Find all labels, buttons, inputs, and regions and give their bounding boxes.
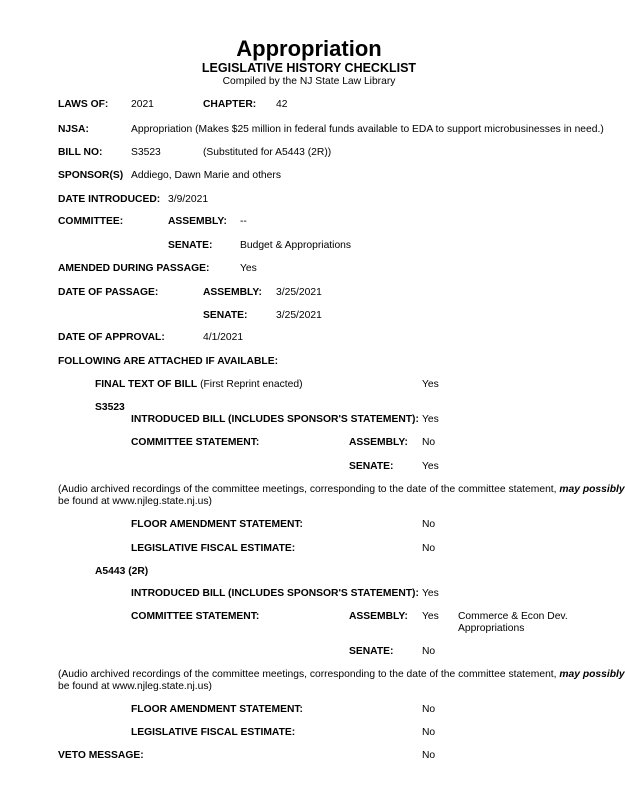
amended-label: AMENDED DURING PASSAGE: [58,263,210,274]
laws-of-value: 2021 [131,99,154,110]
a5443-fiscal-label: LEGISLATIVE FISCAL ESTIMATE: [131,727,296,738]
s3523-introduced-label: INTRODUCED BILL (INCLUDES SPONSOR'S STATEMENT): [131,414,419,425]
committee-assembly-label: ASSEMBLY: [168,216,227,227]
date-introduced-value: 3/9/2021 [168,194,209,205]
njsa-value: Appropriation (Makes $25 million in federal funds available to EDA to support microbusinesses in need.) [131,124,604,135]
s3523-assembly-value: No [422,437,436,448]
s3523-introduced-value: Yes [422,414,439,425]
committee-assembly-value: -- [240,216,247,227]
s3523-audio-note-line1 [58,484,625,496]
page-subtitle: LEGISLATIVE HISTORY CHECKLIST [201,61,417,75]
s3523-floor-label: FLOOR AMENDMENT STATEMENT: [131,519,303,530]
final-text-row [95,379,303,391]
laws-of-label: LAWS OF: [58,99,109,110]
a5443-floor-label: FLOOR AMENDMENT STATEMENT: [131,704,303,715]
a5443-assembly-committee-1: Commerce & Econ Dev. [458,611,568,622]
a5443-assembly-label: ASSEMBLY: [349,611,408,622]
a5443-introduced-label: INTRODUCED BILL (INCLUDES SPONSOR'S STATEMENT): [131,588,419,599]
page-title: Appropriation [236,36,382,61]
s3523-audio-note-line2: be found at www.njleg.state.nj.us) [58,496,212,507]
a5443-senate-value: No [422,646,436,657]
sponsors-value: Addiego, Dawn Marie and others [131,170,281,181]
s3523-senate-value: Yes [422,461,439,472]
s3523-audio-note-emphasis: may possibly [559,484,625,495]
a5443-assembly-value: Yes [422,611,439,622]
attached-heading: FOLLOWING ARE ATTACHED IF AVAILABLE: [58,356,279,367]
chapter-value: 42 [276,99,288,110]
bill-substituted-note: (Substituted for A5443 (2R)) [203,147,332,158]
a5443-committee-label: COMMITTEE STATEMENT: [131,611,260,622]
a5443-introduced-value: Yes [422,588,439,599]
final-text-value: Yes [422,379,439,390]
passage-senate-value: 3/25/2021 [276,310,322,321]
s3523-fiscal-label: LEGISLATIVE FISCAL ESTIMATE: [131,543,296,554]
final-text-note: (First Reprint enacted) [200,379,303,390]
s3523-committee-label: COMMITTEE STATEMENT: [131,437,260,448]
bill-no-label: BILL NO: [58,147,103,158]
compiled-by: Compiled by the NJ State Law Library [222,76,396,87]
final-text-label: FINAL TEXT OF BILL [95,379,198,390]
s3523-senate-label: SENATE: [349,461,394,472]
s3523-audio-note-text: (Audio archived recordings of the committee meetings, corresponding to the date of the committee statement, [58,484,560,495]
s3523-assembly-label: ASSEMBLY: [349,437,408,448]
a5443-senate-label: SENATE: [349,646,394,657]
sponsors-label: SPONSOR(S) [58,170,124,181]
passage-assembly-label: ASSEMBLY: [203,287,262,298]
veto-label: VETO MESSAGE: [58,750,144,761]
date-of-approval-label: DATE OF APPROVAL: [58,332,165,343]
s3523-heading: S3523 [95,402,125,413]
amended-value: Yes [240,263,257,274]
chapter-label: CHAPTER: [203,99,257,110]
njsa-label: NJSA: [58,124,89,135]
a5443-heading: A5443 (2R) [95,566,149,577]
committee-senate-value: Budget & Appropriations [240,240,352,251]
s3523-fiscal-value: No [422,543,436,554]
passage-assembly-value: 3/25/2021 [276,287,322,298]
date-of-passage-label: DATE OF PASSAGE: [58,287,159,298]
a5443-fiscal-value: No [422,727,436,738]
a5443-audio-note-line1 [58,669,625,681]
date-introduced-label: DATE INTRODUCED: [58,194,161,205]
passage-senate-label: SENATE: [203,310,248,321]
a5443-floor-value: No [422,704,436,715]
committee-senate-label: SENATE: [168,240,213,251]
committee-label: COMMITTEE: [58,216,124,227]
a5443-audio-note-text: (Audio archived recordings of the committee meetings, corresponding to the date of the committee statement, [58,669,560,680]
a5443-audio-note-line2: be found at www.njleg.state.nj.us) [58,681,212,692]
date-of-approval-value: 4/1/2021 [203,332,244,343]
a5443-assembly-committee-2: Appropriations [458,623,525,634]
bill-no-value: S3523 [131,147,161,158]
a5443-audio-note-emphasis: may possibly [559,669,625,680]
veto-value: No [422,750,436,761]
s3523-floor-value: No [422,519,436,530]
